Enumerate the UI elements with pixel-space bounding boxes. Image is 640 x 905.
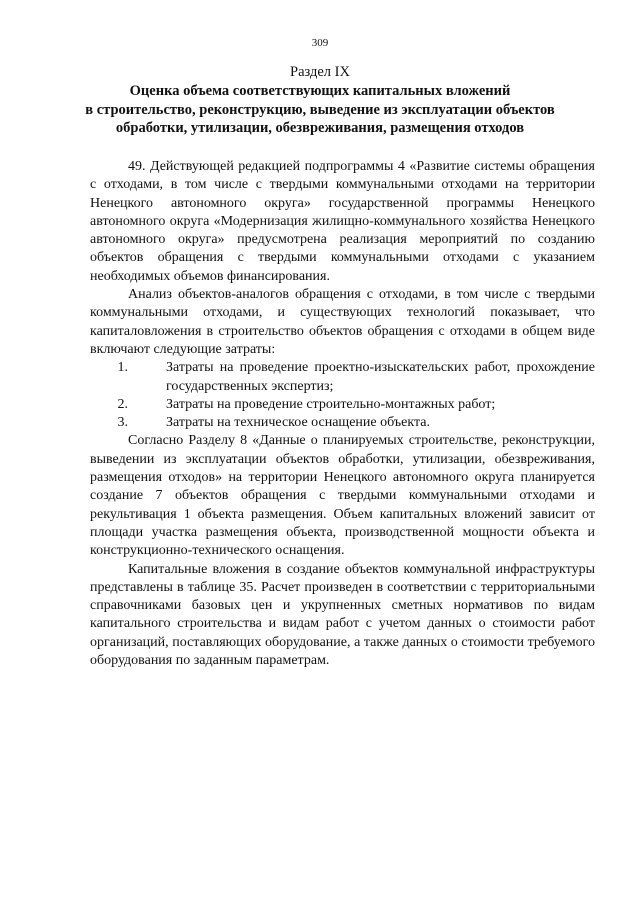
section-title-line: в строительство, реконструкцию, выведение из эксплуатации объектов <box>85 101 555 118</box>
paragraph: Согласно Разделу 8 «Данные о планируемых строительстве, реконструкции, выведении из эксплуатации объектов обработки, утилизации, обезвреживания, размещения отходов» на территории Ненецкого автономного округа планируется создание 7 объектов обращения с твердыми коммунальными отходами и рекультивация 1 объекта размещения. Объем капитальных вложений зависит от площади участка размещения объекта, производственной мощности объекта и конструкционно-технического оснащения. <box>90 433 595 559</box>
list-item <box>90 359 595 396</box>
section-label: Раздел IX <box>290 64 350 80</box>
section-title <box>80 82 560 138</box>
list-item-number: 2. <box>117 396 128 412</box>
section-title-line: Оценка объема соответствующих капитальных вложений <box>129 83 511 99</box>
list-item-number: 1. <box>117 360 128 376</box>
list-item <box>90 396 595 414</box>
paragraph: Анализ объектов-аналогов обращения с отходами, в том числе с твердыми коммунальными отходами, и существующих технологий показывает, что капиталовложения в строительство объектов обращения с отходами в общем виде включают следующие затраты: <box>90 287 595 357</box>
list-item-number: 3. <box>117 415 128 431</box>
page-number: 309 <box>311 37 329 49</box>
section-title-line: обработки, утилизации, обезвреживания, размещения отходов <box>115 120 525 136</box>
paragraph: Капитальные вложения в создание объектов коммунальной инфраструктуры представлены в таблице 35. Расчет произведен в соответствии с территориальными справочниками базовых цен и укрупненных сметных нормативов по видам капитального строительства и видам работ с учетом данных о стоимости работ организаций, поставляющих оборудование, а также данных о стоимости требуемого оборудования по заданным параметрам. <box>90 561 595 669</box>
list-item <box>90 414 595 432</box>
list-item-text: Затраты на проведение строительно-монтажных работ; <box>166 396 496 412</box>
list-item-text: Затраты на проведение проектно-изыскательских работ, прохождение государственных экспертиз; <box>166 360 595 394</box>
body-text <box>90 158 595 670</box>
list-item-text: Затраты на техническое оснащение объекта. <box>166 415 430 431</box>
paragraph: 49. Действующей редакцией подпрограммы 4 «Развитие системы обращения с отходами, в том числе с твердыми коммунальными отходами на территории Ненецкого автономного округа» государственной программы Ненецкого автономного округа «Модернизация жилищно-коммунального хозяйства Ненецкого автономного округа» предусмотрена реализация мероприятий по созданию объектов обращения с твердыми коммунальными отходами с указанием необходимых объемов финансирования. <box>90 159 595 284</box>
